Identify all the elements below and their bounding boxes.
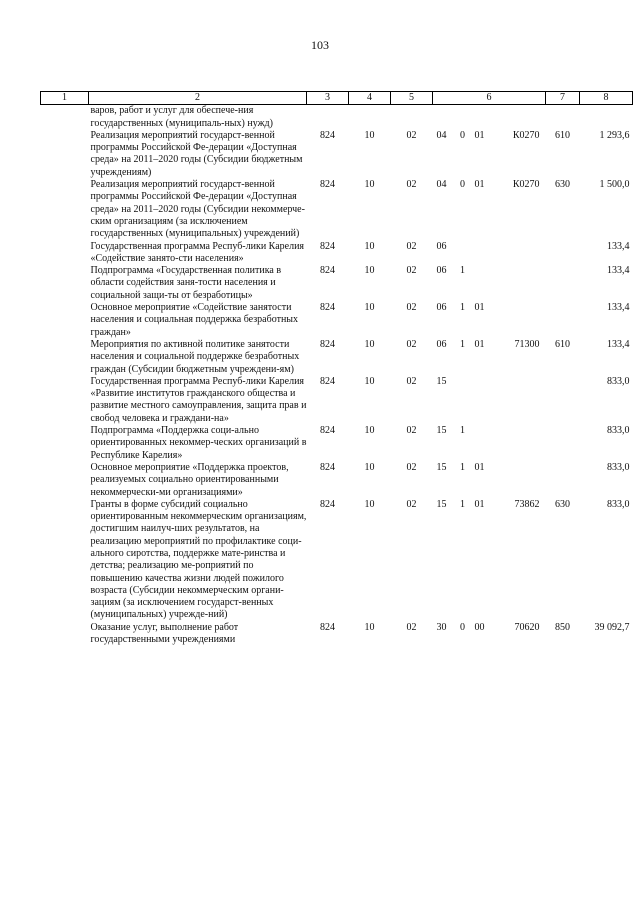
- expense-type-code: [546, 302, 580, 339]
- expense-type-code: 610: [555, 129, 570, 141]
- direction-code: [490, 462, 546, 499]
- program-code: [433, 105, 456, 130]
- expense-type-code: [546, 425, 580, 462]
- ministry-code: 824: [320, 302, 335, 314]
- table-row: [41, 241, 633, 266]
- program-code: 15: [436, 425, 447, 437]
- ministry-code: 824: [320, 375, 335, 387]
- header-col-6: 6: [433, 92, 546, 105]
- amount: 833,0: [607, 375, 630, 387]
- section-code: 10: [364, 621, 375, 633]
- ministry-code: 824: [320, 129, 335, 141]
- activity-code: 01: [474, 179, 485, 191]
- section-code: [349, 105, 391, 130]
- table-row: [41, 622, 633, 647]
- direction-code: [490, 105, 546, 130]
- activity-code: [470, 105, 490, 130]
- row-spacer: [41, 105, 89, 130]
- header-col-7: 7: [546, 92, 580, 105]
- amount: 133,4: [607, 338, 630, 350]
- activity-code: [470, 265, 490, 302]
- direction-code: К0270: [512, 129, 540, 141]
- expense-type-code: [546, 105, 580, 130]
- subprogram-code: 1: [460, 338, 465, 350]
- activity-code: 01: [474, 338, 485, 350]
- ministry-code: 824: [320, 621, 335, 633]
- subsection-code: 02: [406, 461, 417, 473]
- amount: 39 092,7: [594, 621, 630, 633]
- direction-code: 70620: [514, 621, 540, 633]
- direction-code: К0270: [512, 179, 540, 191]
- subsection-code: 02: [406, 179, 417, 191]
- program-code: 15: [436, 498, 447, 510]
- subsection-code: 02: [406, 129, 417, 141]
- subsection-code: 02: [406, 425, 417, 437]
- amount: 1 500,0: [599, 179, 630, 191]
- ministry-code: 824: [320, 498, 335, 510]
- amount: 833,0: [607, 461, 630, 473]
- row-name: Подпрограмма «Государственная политика в области содействия заня-тости населения и социальной защи-ты от безработицы»: [90, 265, 282, 301]
- table-row: [41, 462, 633, 499]
- ministry-code: 824: [320, 179, 335, 191]
- ministry-code: 824: [320, 265, 335, 277]
- subprogram-code: 1: [460, 461, 465, 473]
- ministry-code: 824: [320, 425, 335, 437]
- section-code: 10: [364, 425, 375, 437]
- subprogram-code: 1: [460, 302, 465, 314]
- row-spacer: [41, 302, 89, 339]
- row-spacer: [41, 179, 89, 240]
- table-row: [41, 302, 633, 339]
- row-name: варов, работ и услуг для обеспече-ния государственных (муниципаль-ных) нужд): [90, 105, 273, 129]
- amount: 133,4: [607, 240, 630, 252]
- subsection-code: 02: [406, 375, 417, 387]
- expense-type-code: 610: [555, 338, 570, 350]
- expense-type-code: 850: [555, 621, 570, 633]
- program-code: 30: [436, 621, 447, 633]
- row-spacer: [41, 130, 89, 179]
- row-name: Гранты в форме субсидий социально ориентированным некоммерческим организациям, достигшим наилуч-ших результатов, на реализацию мероприятий по профилактике соци-ального сиротства, поддержке мате-ринства и детства; реализацию ме-роприятий по повышению качества жизни людей пожилого возраста (Субсидии некоммерческим органи-зациям (за исключением государст-венных (муниципальных) учрежде-ний): [90, 498, 307, 621]
- subprogram-code: 0: [460, 129, 465, 141]
- table-body: [41, 105, 633, 647]
- table-row: [41, 179, 633, 240]
- section-code: 10: [364, 375, 375, 387]
- direction-code: [490, 425, 546, 462]
- subprogram-code: [456, 105, 470, 130]
- table-row: [41, 376, 633, 425]
- row-spacer: [41, 425, 89, 462]
- header-row: [41, 92, 633, 105]
- subsection-code: 02: [406, 302, 417, 314]
- expense-type-code: [546, 241, 580, 266]
- amount: 833,0: [607, 425, 630, 437]
- subsection-code: 02: [406, 621, 417, 633]
- row-name: Основное мероприятие «Поддержка проектов, реализуемых социально ориентированными некоммерчески-ми организациями»: [90, 461, 289, 498]
- row-name: Оказание услуг, выполнение работ государственными учреждениями: [90, 621, 239, 646]
- budget-table: [40, 91, 633, 646]
- program-code: 15: [436, 461, 447, 473]
- subsection-code: 02: [406, 338, 417, 350]
- direction-code: [490, 302, 546, 339]
- amount: 1 293,6: [599, 129, 630, 141]
- expense-type-code: 630: [555, 179, 570, 191]
- direction-code: [490, 376, 546, 425]
- activity-code: [470, 425, 490, 462]
- section-code: 10: [364, 498, 375, 510]
- table-row: [41, 265, 633, 302]
- expense-type-code: [546, 376, 580, 425]
- direction-code: 71300: [514, 338, 540, 350]
- activity-code: [470, 376, 490, 425]
- activity-code: 01: [474, 498, 485, 510]
- activity-code: 01: [474, 129, 485, 141]
- subprogram-code: 1: [460, 425, 465, 437]
- subsection-code: [391, 105, 433, 130]
- amount: [580, 105, 633, 130]
- expense-type-code: 630: [555, 498, 570, 510]
- section-code: 10: [364, 179, 375, 191]
- table-row: [41, 425, 633, 462]
- header-col-4: 4: [349, 92, 391, 105]
- amount: 833,0: [607, 498, 630, 510]
- header-col-5: 5: [391, 92, 433, 105]
- subsection-code: 02: [406, 240, 417, 252]
- section-code: 10: [364, 129, 375, 141]
- program-code: 06: [436, 302, 447, 314]
- activity-code: [470, 241, 490, 266]
- ministry-code: 824: [320, 461, 335, 473]
- row-spacer: [41, 376, 89, 425]
- row-name: Государственная программа Респуб-лики Карелия «Развитие институтов гражданского общества и развитие местного самоуправления, защита прав и свобод человека и граждани-на»: [90, 375, 307, 424]
- row-name: Основное мероприятие «Содействие занятости населения и социальная поддержка безработных граждан»: [90, 302, 299, 338]
- row-spacer: [41, 622, 89, 647]
- subsection-code: 02: [406, 265, 417, 277]
- activity-code: 01: [474, 302, 485, 314]
- activity-code: 00: [474, 621, 485, 633]
- direction-code: [490, 265, 546, 302]
- row-name: Подпрограмма «Поддержка соци-ально ориентированных некоммер-ческих организаций в Республике Карелия»: [90, 425, 307, 461]
- header-col-8: 8: [580, 92, 633, 105]
- program-code: 15: [436, 375, 447, 387]
- expense-type-code: [546, 265, 580, 302]
- subprogram-code: [456, 241, 470, 266]
- section-code: 10: [364, 265, 375, 277]
- subprogram-code: [456, 376, 470, 425]
- table-row: [41, 105, 633, 130]
- row-name: Государственная программа Респуб-лики Карелия «Содействие занято-сти населения»: [90, 240, 305, 264]
- header-col-2: 2: [89, 92, 307, 105]
- ministry-code: [307, 105, 349, 130]
- amount: 133,4: [607, 302, 630, 314]
- section-code: 10: [364, 338, 375, 350]
- row-name: Мероприятия по активной политике занятости населения и социальной поддержке безработных граждан (Субсидии бюджетным учреждени-ям): [90, 338, 300, 375]
- row-name: Реализация мероприятий государст-венной программы Российской Фе-дерации «Доступная среда» на 2011–2020 годы (Субсидии некоммерче-ским организациям (за исключением государственных (муниципальных) учреждений): [90, 179, 305, 240]
- table-row: [41, 339, 633, 376]
- row-spacer: [41, 339, 89, 376]
- subprogram-code: 0: [460, 621, 465, 633]
- row-spacer: [41, 265, 89, 302]
- ministry-code: 824: [320, 240, 335, 252]
- section-code: 10: [364, 240, 375, 252]
- program-code: 06: [436, 240, 447, 252]
- program-code: 04: [436, 179, 447, 191]
- header-col-3: 3: [307, 92, 349, 105]
- activity-code: 01: [474, 461, 485, 473]
- row-name: Реализация мероприятий государст-венной программы Российской Фе-дерации «Доступная среда» на 2011–2020 годы (Субсидии бюджетным учреждениям): [90, 129, 303, 178]
- subprogram-code: 1: [460, 498, 465, 510]
- section-code: 10: [364, 302, 375, 314]
- section-code: 10: [364, 461, 375, 473]
- row-spacer: [41, 241, 89, 266]
- program-code: 06: [436, 338, 447, 350]
- table-row: [41, 130, 633, 179]
- table-row: [41, 499, 633, 622]
- program-code: 04: [436, 129, 447, 141]
- page-number: 103: [311, 38, 329, 52]
- row-spacer: [41, 462, 89, 499]
- direction-code: 73862: [514, 498, 540, 510]
- ministry-code: 824: [320, 338, 335, 350]
- direction-code: [490, 241, 546, 266]
- expense-type-code: [546, 462, 580, 499]
- amount: 133,4: [607, 265, 630, 277]
- subprogram-code: 1: [460, 265, 465, 277]
- row-spacer: [41, 499, 89, 622]
- subprogram-code: 0: [460, 179, 465, 191]
- program-code: 06: [436, 265, 447, 277]
- header-col-1: 1: [41, 92, 89, 105]
- subsection-code: 02: [406, 498, 417, 510]
